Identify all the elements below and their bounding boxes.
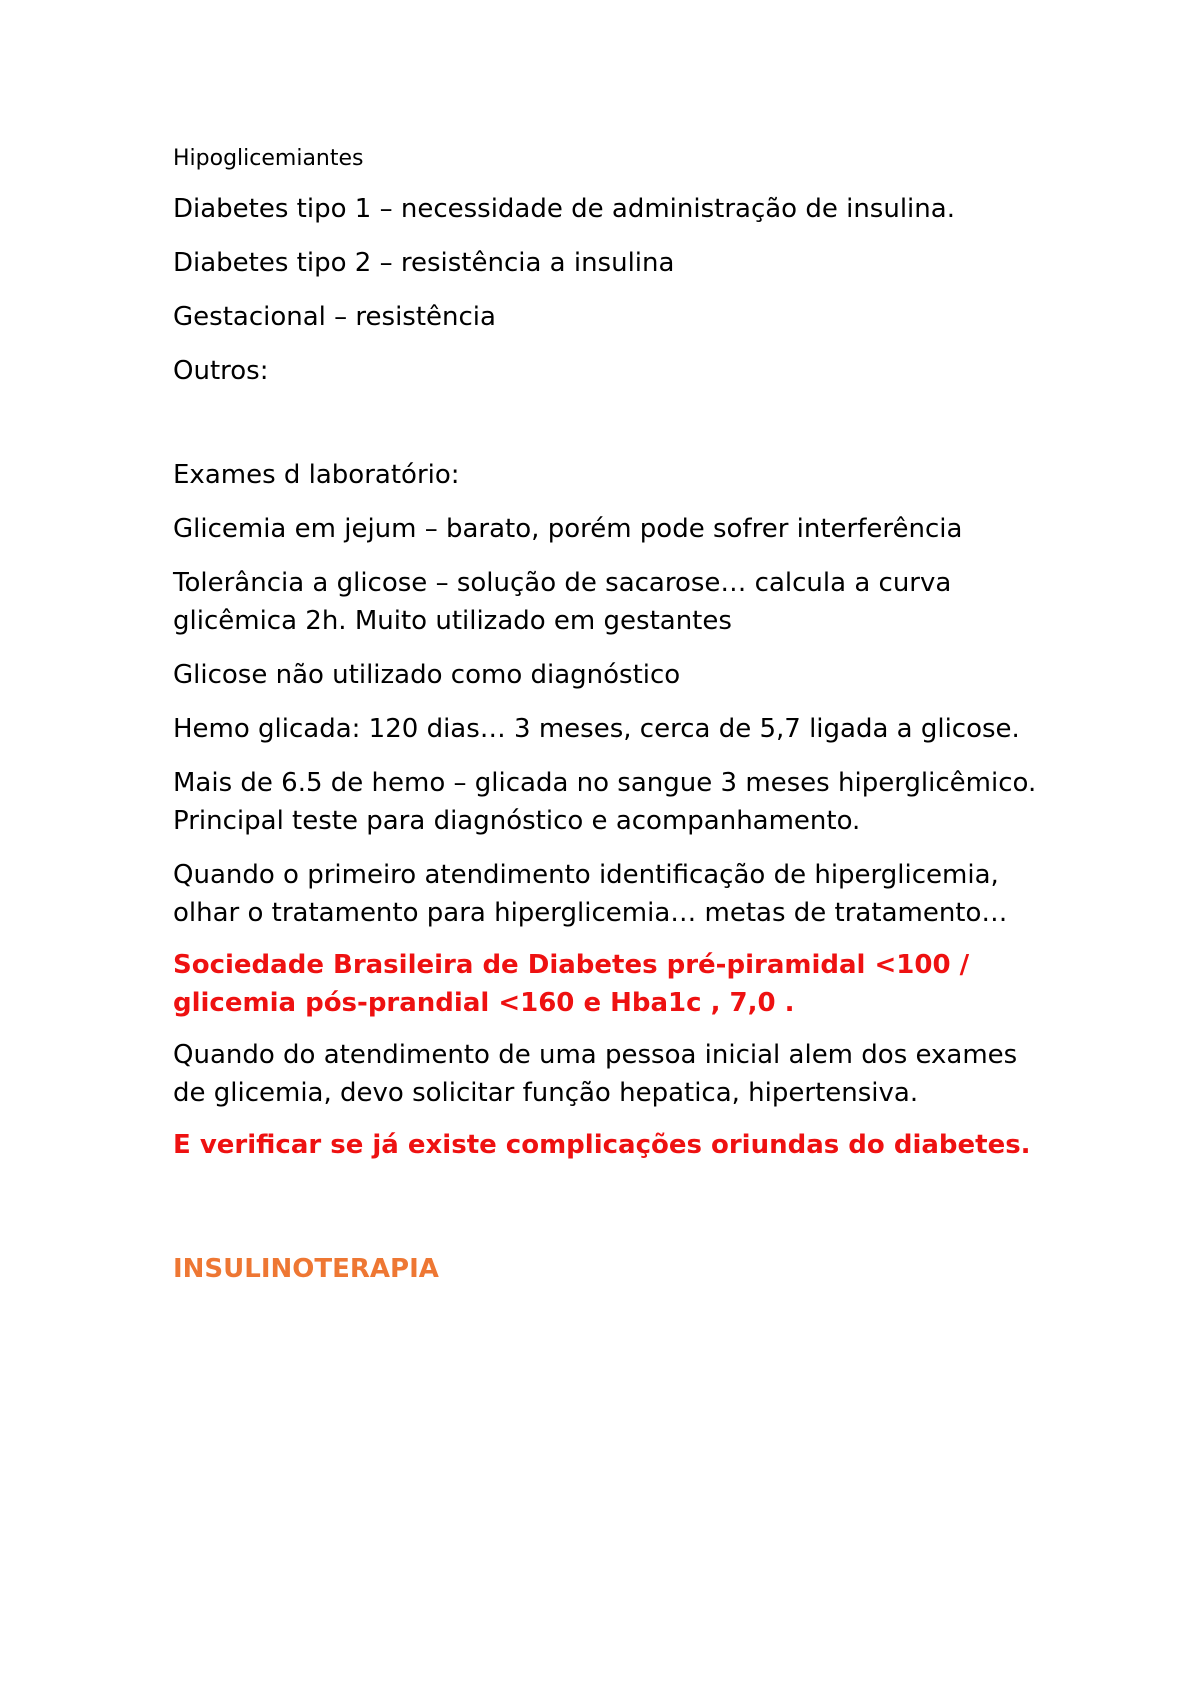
line-exames-laboratorio: Exames d laboratório: [173, 460, 460, 490]
paragraph-tolerancia-glicose: Tolerância a glicose – solução de sacarose… calcula a curva glicêmica 2h. Muito utilizado em gestantes [173, 568, 952, 636]
line-gestacional: Gestacional – resistência [173, 302, 496, 332]
document-body [173, 140, 1053, 1288]
line-diabetes-tipo-1: Diabetes tipo 1 – necessidade de administração de insulina. [173, 194, 955, 224]
paragraph-verificar-complicacoes: E verificar se já existe complicações oriundas do diabetes. [173, 1130, 1031, 1160]
heading-insulinoterapia: INSULINOTERAPIA [173, 1254, 439, 1284]
line-glicose-diagnostico: Glicose não utilizado como diagnóstico [173, 660, 681, 690]
paragraph-atendimento-inicial: Quando do atendimento de uma pessoa inicial alem dos exames de glicemia, devo solicitar função hepatica, hipertensiva. [173, 1040, 1018, 1108]
line-outros: Outros: [173, 356, 269, 386]
heading-hipoglicemiantes: Hipoglicemiantes [173, 146, 364, 171]
line-diabetes-tipo-2: Diabetes tipo 2 – resistência a insulina [173, 248, 675, 278]
paragraph-primeiro-atendimento: Quando o primeiro atendimento identificação de hiperglicemia, olhar o tratamento para hiperglicemia… metas de tratamento… [173, 860, 1008, 928]
paragraph-hemo-glicada: Hemo glicada: 120 dias… 3 meses, cerca de 5,7 ligada a glicose. [173, 714, 1020, 744]
line-glicemia-jejum: Glicemia em jejum – barato, porém pode sofrer interferência [173, 514, 963, 544]
paragraph-sociedade-brasileira: Sociedade Brasileira de Diabetes pré-piramidal <100 / glicemia pós-prandial <160 e Hba1c , 7,0 . [173, 950, 970, 1018]
paragraph-mais-de-hemo: Mais de 6.5 de hemo – glicada no sangue 3 meses hiperglicêmico. Principal teste para diagnóstico e acompanhamento. [173, 768, 1037, 836]
